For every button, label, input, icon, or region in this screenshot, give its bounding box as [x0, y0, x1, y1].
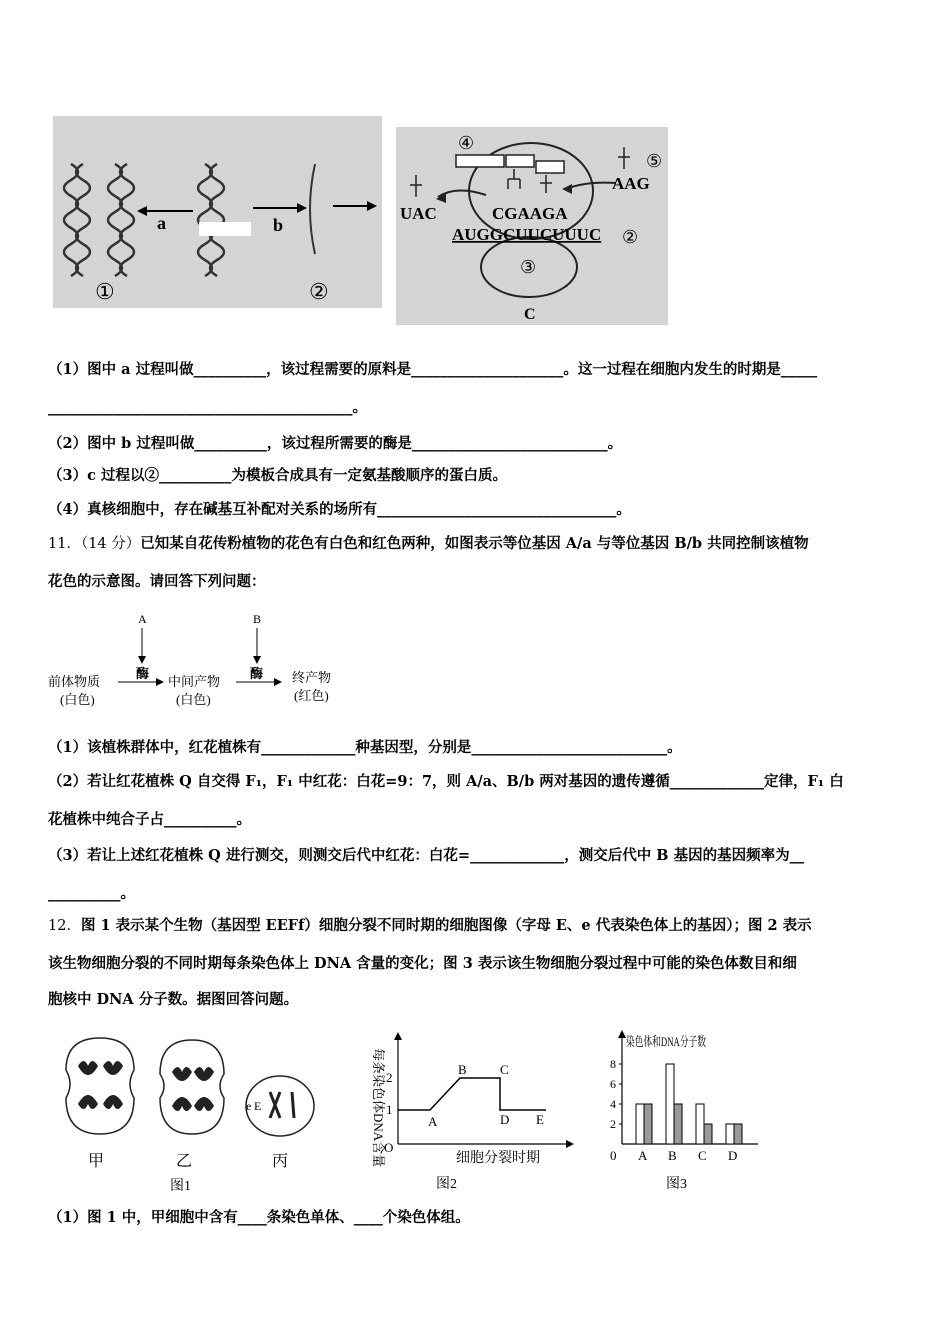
chromosomes-bing — [270, 1092, 294, 1118]
figure-1-caption: 图1 — [170, 1179, 191, 1194]
cell-yi — [160, 1040, 224, 1134]
q11-stem-text: 已知某自花传粉植物的花色有白色和红色两种，如图表示等位基因 A/a 与等位基因 B/b 共同控制该植物 — [140, 535, 809, 552]
arrow-a-label: a — [157, 213, 166, 233]
label-c: C — [524, 306, 536, 323]
dna-content-line — [398, 1078, 546, 1110]
enzyme-2-label: 酶 — [250, 666, 264, 681]
label-4: ④ — [458, 133, 475, 153]
q12-sub1: （1）图 1 中，甲细胞中含有____条染色单体、____个染色体组。 — [48, 1209, 470, 1226]
y-tick-2: 2 — [386, 1070, 393, 1085]
q11-number: 11．（14 分） — [48, 536, 141, 552]
bar-D-dna — [734, 1124, 742, 1144]
dna-process-diagram — [53, 116, 382, 308]
bar-D-chromosome — [726, 1124, 734, 1144]
chromosomes-jia — [78, 1061, 123, 1109]
y-tick-label: 6 — [610, 1077, 616, 1091]
point-d: D — [500, 1112, 510, 1127]
q12-stem-cont1: 该生物细胞分裂的不同时期每条染色体上 DNA 含量的变化；图 3 表示该生物细胞分裂过程中可能的染色体数目和细 — [48, 955, 797, 972]
q11-sub2: （2）若让红花植株 Q 自交得 F₁，F₁ 中红花：白花=9：7，则 A/a、B/b 两对基因的遗传遵循_____________定律，F₁ 白 — [48, 773, 844, 790]
figure-2-graph — [360, 1028, 580, 1194]
bar-B-chromosome — [666, 1064, 674, 1144]
final-product-label: 终产物 — [292, 670, 332, 685]
label-2b: ② — [622, 227, 639, 247]
figure-2-caption: 图2 — [436, 1177, 457, 1192]
y-tick-label: 2 — [610, 1117, 616, 1131]
q10-sub3: （3）c 过程以②__________为模板合成具有一定氨基酸顺序的蛋白质。 — [48, 467, 507, 484]
q10-sub1: （1）图中 a 过程叫做__________，该过程需要的原料是_____________________。这一过程在细胞内发生的时期是_____ — [48, 361, 818, 378]
q10-sub1-cont: __________________________________________。 — [48, 399, 367, 416]
intermediate-color: (白色) — [176, 692, 211, 707]
intermediate-label: 中间产物 — [168, 674, 221, 689]
cell-jia — [66, 1038, 134, 1134]
gene-a-label: A — [138, 612, 147, 626]
point-e: E — [536, 1112, 544, 1127]
y-tick-1: 1 — [386, 1102, 393, 1117]
point-a: A — [428, 1114, 438, 1129]
cell-jia-label: 甲 — [88, 1153, 105, 1170]
point-c: C — [500, 1062, 509, 1077]
figure-2-ylabel: 每条染色体DNA含量 — [371, 1048, 386, 1168]
bar-B-dna — [674, 1104, 682, 1144]
origin-label: O — [384, 1140, 394, 1155]
bar-C-chromosome — [696, 1104, 704, 1144]
chromosomes-yi — [172, 1067, 214, 1111]
uac-label: UAC — [400, 204, 437, 223]
figure-3-caption: 图3 — [666, 1177, 687, 1192]
final-product-color: (红色) — [294, 688, 329, 703]
q10-sub2: （2）图中 b 过程叫做__________，该过程所需要的酶是___________________________。 — [48, 435, 623, 452]
bar-chart — [606, 1030, 766, 1196]
arrow-b-label: b — [273, 215, 284, 235]
figure-translation — [396, 127, 668, 325]
q11-sub1: （1）该植株群体中，红花植株有_____________种基因型，分别是___________________________。 — [48, 739, 682, 756]
flower-pathway-diagram — [48, 608, 348, 712]
q12-stem-text: 图 1 表示某个生物（基因型 EEFf）细胞分裂不同时期的细胞图像（字母 E、e 代表染色体上的基因）；图 2 表示 — [80, 917, 812, 934]
anticodon-label: CGAAGA — [492, 204, 568, 223]
q12-stem — [48, 916, 812, 936]
category-label: A — [638, 1148, 648, 1163]
q11-stem-cont: 花色的示意图。请回答下列问题： — [48, 573, 266, 590]
chart-origin: 0 — [610, 1148, 617, 1163]
cell-yi-label: 乙 — [176, 1153, 193, 1170]
enzyme-1-label: 酶 — [136, 666, 150, 681]
bar-A-dna — [644, 1104, 652, 1144]
label-5: ⑤ — [646, 151, 663, 171]
figure-1-cells — [48, 1030, 338, 1195]
y-tick-label: 8 — [610, 1057, 616, 1071]
point-b: B — [458, 1062, 467, 1077]
figure-3-chart — [606, 1030, 766, 1196]
label-3: ③ — [520, 257, 537, 277]
bar-A-chromosome — [636, 1104, 644, 1144]
q11-sub3-cont: __________。 — [48, 885, 135, 902]
category-label: C — [698, 1148, 707, 1163]
label-1: ① — [95, 279, 115, 304]
gene-b-label: B — [253, 612, 262, 626]
translation-diagram — [396, 127, 668, 325]
mrna-strand — [310, 164, 315, 254]
q12-stem-cont2: 胞核中 DNA 分子数。据图回答问题。 — [48, 991, 299, 1008]
figure-dna-processes — [53, 116, 382, 308]
double-helix-icon — [198, 164, 224, 276]
cell-bing-label: 丙 — [272, 1153, 289, 1170]
q11-stem — [48, 534, 809, 554]
aag-label: AAG — [612, 174, 650, 193]
gene-e-big: E — [254, 1099, 262, 1113]
y-tick-label: 4 — [610, 1097, 616, 1111]
q11-sub3: （3）若让上述红花植株 Q 进行测交，则测交后代中红花：白花=_____________，测交后代中 B 基因的基因频率为__ — [48, 847, 805, 864]
precursor-color: (白色) — [60, 692, 95, 707]
q12-number: 12． — [48, 918, 81, 934]
double-helix-icon — [64, 164, 134, 276]
mrna-sequence: AUGGCUUCUUUC — [452, 225, 602, 244]
precursor-label: 前体物质 — [48, 674, 101, 689]
q11-sub2-cont: 花植株中纯合子占__________。 — [48, 811, 251, 828]
category-label: B — [668, 1148, 677, 1163]
category-label: D — [728, 1148, 738, 1163]
label-2: ② — [309, 279, 329, 304]
bar-C-dna — [704, 1124, 712, 1144]
q10-sub4: （4）真核细胞中，存在碱基互补配对关系的场所有_________________________________。 — [48, 501, 631, 518]
chart-title-line: 染色体和DNA分子数 — [626, 1034, 706, 1049]
figure-2-xlabel: 细胞分裂时期 — [456, 1151, 540, 1166]
gene-e-small: e — [246, 1099, 252, 1113]
